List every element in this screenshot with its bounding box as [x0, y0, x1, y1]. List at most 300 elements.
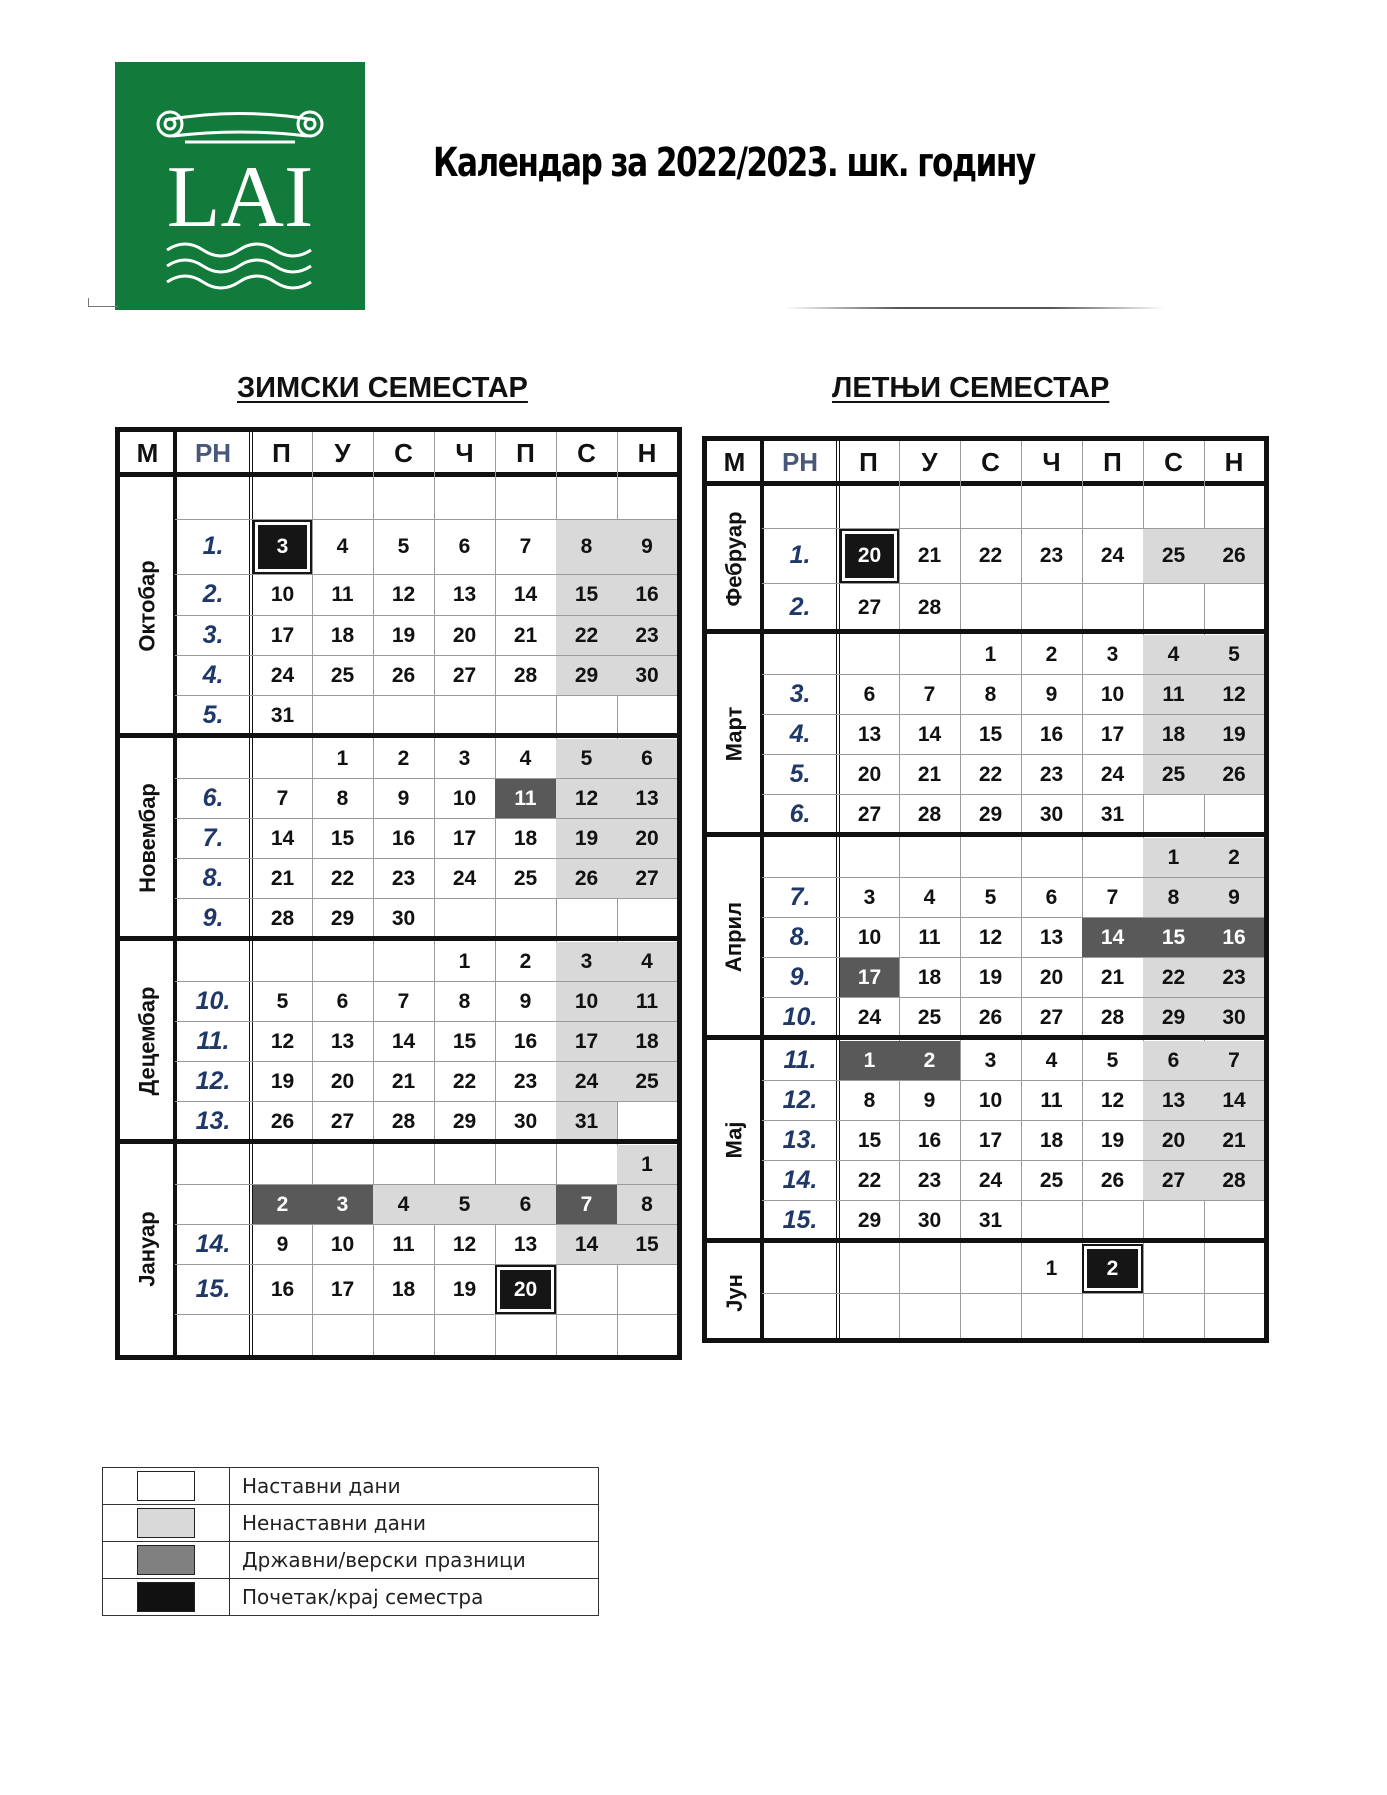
day-cell: 29 — [978, 802, 1003, 826]
day-cell: 16 — [617, 575, 677, 615]
day-cell: 18 — [1039, 1128, 1064, 1152]
week-number: 6. — [789, 799, 811, 828]
day-cell: 5 — [276, 989, 289, 1013]
day-cell: 4 — [617, 942, 677, 981]
header-day: Н — [637, 438, 657, 468]
day-cell: 14 — [1082, 918, 1143, 957]
day-cell: 13 — [617, 779, 677, 818]
legend-label: Наставни дани — [230, 1468, 599, 1505]
day-cell: 26 — [1100, 1168, 1125, 1192]
header-day: У — [334, 438, 351, 468]
week-number — [175, 477, 251, 519]
day-cell: 7 — [397, 989, 410, 1013]
day-cell: 7 — [556, 1185, 617, 1224]
day-cell: 7 — [1204, 1041, 1264, 1080]
day-cell: 12 — [391, 583, 416, 606]
day-cell: 7 — [519, 535, 532, 558]
day-cell: 24 — [1100, 762, 1125, 786]
month-label — [707, 1040, 762, 1240]
day-cell: 11 — [495, 779, 556, 818]
week-number: 11. — [783, 1045, 817, 1074]
day-cell: 25 — [1143, 755, 1204, 794]
day-cell: 3 — [984, 1048, 997, 1072]
day-cell: 27 — [857, 802, 882, 826]
month-label — [707, 837, 762, 1037]
day-cell: 15 — [1143, 918, 1204, 957]
header-day: Ч — [1042, 447, 1061, 477]
day-cell: 26 — [1204, 755, 1264, 794]
day-cell: 14 — [1204, 1081, 1264, 1120]
day-number: 20 — [845, 534, 894, 578]
day-cell: 5 — [556, 739, 617, 778]
day-cell: 27 — [617, 859, 677, 898]
week-number: 5. — [789, 759, 811, 788]
header-week-number: РН — [781, 447, 819, 477]
header-day: Н — [1224, 447, 1244, 477]
day-cell: 8 — [556, 520, 617, 574]
day-cell: 30 — [917, 1208, 942, 1232]
header-day: С — [1164, 447, 1183, 477]
day-cell: 3 — [1106, 642, 1119, 666]
week-number — [762, 634, 838, 674]
week-number: 11. — [196, 1026, 230, 1055]
day-cell: 19 — [556, 819, 617, 858]
day-cell: 10 — [270, 583, 295, 606]
day-cell: 21 — [1204, 1121, 1264, 1160]
day-cell: 4 — [336, 535, 349, 558]
day-cell: 13 — [1039, 925, 1064, 949]
week-number: 4. — [789, 719, 811, 748]
day-cell: 15 — [617, 1225, 677, 1264]
summer-semester-title: ЛЕТЊИ СЕМЕСТАР — [832, 372, 1110, 404]
day-cell: 4 — [519, 746, 532, 770]
day-cell: 2 — [397, 746, 410, 770]
week-number: 9. — [202, 903, 224, 932]
day-cell: 30 — [1039, 802, 1064, 826]
header-day: П — [1103, 447, 1122, 477]
day-cell: 17 — [270, 623, 295, 647]
day-cell: 13 — [1143, 1081, 1204, 1120]
day-cell: 2 — [519, 949, 532, 973]
day-cell: 12 — [556, 779, 617, 818]
header-day: П — [859, 447, 878, 477]
day-cell: 19 — [391, 623, 416, 647]
day-cell: 6 — [1143, 1041, 1204, 1080]
day-cell: 22 — [1143, 958, 1204, 997]
day-cell: 23 — [1204, 958, 1264, 997]
day-cell: 1 — [984, 642, 997, 666]
week-number — [175, 941, 251, 981]
legend-swatch — [137, 1545, 195, 1575]
day-cell: 28 — [1204, 1161, 1264, 1200]
day-cell: 19 — [978, 965, 1003, 989]
logo-text: LAI — [166, 149, 314, 246]
day-cell: 23 — [917, 1168, 942, 1192]
day-cell: 8 — [617, 1185, 677, 1224]
day-number: 3 — [258, 525, 307, 569]
day-cell: 1 — [1143, 838, 1204, 877]
day-cell: 4 — [923, 885, 936, 909]
week-number: 12. — [782, 1085, 818, 1114]
calendar-header — [707, 441, 1264, 486]
day-cell: 21 — [391, 1069, 416, 1093]
month-name: Јун — [721, 1274, 747, 1312]
day-cell: 15 — [978, 722, 1003, 746]
day-cell: 13 — [857, 722, 882, 746]
header-day: П — [272, 438, 291, 468]
day-cell: 5 — [984, 885, 997, 909]
week-number: 4. — [202, 660, 224, 689]
day-cell: 20 — [330, 1069, 355, 1093]
day-cell: 23 — [617, 616, 677, 655]
legend — [102, 1467, 599, 1616]
day-cell: 26 — [391, 663, 416, 687]
legend-swatch-cell — [103, 1505, 230, 1542]
day-cell: 1 — [840, 1041, 899, 1080]
day-cell: 4 — [1045, 1048, 1058, 1072]
week-number: 5. — [202, 700, 224, 729]
day-cell: 28 — [391, 1109, 416, 1133]
day-cell: 15 — [452, 1029, 477, 1053]
day-cell: 26 — [556, 859, 617, 898]
day-cell: 12 — [270, 1029, 295, 1053]
week-number — [762, 1243, 838, 1293]
week-number: 14. — [195, 1229, 231, 1258]
week-number: 2. — [202, 580, 224, 608]
day-cell: 24 — [978, 1168, 1003, 1192]
day-cell: 1 — [617, 1145, 677, 1184]
day-cell: 3 — [312, 1185, 373, 1224]
day-cell: 29 — [556, 656, 617, 695]
day-cell: 7 — [1106, 885, 1119, 909]
day-cell: 3 — [458, 746, 471, 770]
day-cell: 10 — [330, 1232, 355, 1256]
day-cell: 25 — [513, 866, 538, 890]
day-cell: 26 — [270, 1109, 295, 1133]
day-cell: 9 — [519, 989, 532, 1013]
day-cell: 17 — [1100, 722, 1125, 746]
week-number: 13. — [195, 1106, 231, 1135]
day-cell: 20 — [857, 762, 882, 786]
day-cell: 11 — [1040, 1088, 1063, 1112]
day-cell — [840, 529, 899, 583]
logo — [115, 62, 365, 310]
day-cell: 31 — [978, 1208, 1003, 1232]
month-name: Фебруар — [721, 510, 747, 607]
day-cell: 17 — [556, 1022, 617, 1061]
day-cell: 21 — [270, 866, 295, 890]
day-cell: 22 — [330, 866, 355, 890]
day-number: 20 — [500, 1270, 551, 1309]
day-cell: 8 — [863, 1088, 876, 1112]
day-cell: 27 — [1039, 1005, 1064, 1029]
day-cell: 18 — [330, 623, 355, 647]
day-cell: 8 — [336, 786, 349, 810]
day-cell: 29 — [330, 906, 355, 930]
day-cell: 24 — [270, 663, 295, 687]
day-cell: 14 — [391, 1029, 416, 1053]
month-name: Јануар — [134, 1211, 160, 1287]
day-cell: 19 — [452, 1277, 477, 1301]
day-cell: 16 — [917, 1128, 942, 1152]
day-cell: 12 — [452, 1232, 477, 1256]
header-day: С — [981, 447, 1000, 477]
header-day: У — [921, 447, 938, 477]
day-cell: 20 — [452, 623, 477, 647]
day-cell: 5 — [397, 535, 410, 558]
day-cell: 13 — [513, 1232, 538, 1256]
divider — [88, 306, 118, 307]
day-cell: 17 — [330, 1277, 355, 1301]
header-month: М — [136, 438, 159, 468]
day-cell: 25 — [1143, 529, 1204, 583]
week-number: 7. — [789, 882, 811, 911]
day-cell: 24 — [857, 1005, 882, 1029]
day-cell: 25 — [330, 663, 355, 687]
day-cell: 2 — [899, 1041, 960, 1080]
week-number: 13. — [782, 1125, 818, 1154]
day-cell: 31 — [1100, 802, 1125, 826]
legend-row — [103, 1579, 599, 1616]
day-cell: 10 — [857, 925, 882, 949]
week-number — [762, 1293, 838, 1343]
day-cell: 21 — [917, 762, 942, 786]
day-cell: 2 — [1045, 642, 1058, 666]
day-cell: 10 — [1100, 682, 1125, 706]
day-cell: 4 — [1143, 635, 1204, 674]
day-cell: 11 — [918, 925, 941, 949]
day-cell: 27 — [1143, 1161, 1204, 1200]
month-label — [707, 634, 762, 834]
day-cell: 26 — [978, 1005, 1003, 1029]
day-cell: 8 — [458, 989, 471, 1013]
day-cell: 8 — [984, 682, 997, 706]
day-cell: 10 — [556, 982, 617, 1021]
day-cell: 28 — [917, 802, 942, 826]
day-cell: 12 — [978, 925, 1003, 949]
day-cell: 18 — [917, 965, 942, 989]
legend-row — [103, 1505, 599, 1542]
day-cell: 11 — [617, 982, 677, 1021]
day-cell: 21 — [513, 623, 538, 647]
day-cell: 5 — [1204, 635, 1264, 674]
month-name: Новембар — [134, 783, 160, 893]
day-cell: 8 — [1143, 878, 1204, 917]
week-number: 3. — [202, 620, 224, 649]
week-number: 1. — [789, 541, 811, 569]
day-cell: 29 — [452, 1109, 477, 1133]
day-cell: 6 — [863, 682, 876, 706]
day-cell: 25 — [1039, 1168, 1064, 1192]
month-label — [707, 1243, 762, 1343]
day-cell: 30 — [391, 906, 416, 930]
legend-swatch-cell — [103, 1542, 230, 1579]
week-number: 2. — [789, 592, 811, 621]
legend-swatch — [137, 1471, 195, 1501]
month-label — [120, 477, 175, 735]
day-cell: 2 — [1204, 838, 1264, 877]
day-cell: 30 — [1204, 998, 1264, 1037]
week-number — [175, 1144, 251, 1184]
week-number — [175, 1314, 251, 1354]
day-number: 2 — [1087, 1249, 1138, 1288]
day-cell: 21 — [917, 544, 942, 567]
month-label — [120, 941, 175, 1141]
calendar-header — [120, 432, 677, 477]
legend-label: Ненаставни дани — [230, 1505, 599, 1542]
day-cell: 16 — [1039, 722, 1064, 746]
header-day: С — [394, 438, 413, 468]
day-cell: 2 — [253, 1185, 312, 1224]
legend-label: Државни/верски празници — [230, 1542, 599, 1579]
day-cell: 23 — [513, 1069, 538, 1093]
header-month: М — [723, 447, 746, 477]
week-number: 6. — [202, 783, 224, 812]
header-day: Ч — [455, 438, 474, 468]
day-cell: 18 — [617, 1022, 677, 1061]
day-cell: 24 — [452, 866, 477, 890]
day-cell: 15 — [330, 826, 355, 850]
week-number — [762, 837, 838, 877]
day-cell: 28 — [513, 663, 538, 687]
day-cell: 12 — [1100, 1088, 1125, 1112]
legend-swatch-cell — [103, 1468, 230, 1505]
day-cell: 21 — [1100, 965, 1125, 989]
header-week-number: РН — [194, 438, 232, 468]
day-cell: 16 — [391, 826, 416, 850]
day-cell: 30 — [513, 1109, 538, 1133]
week-number: 8. — [202, 863, 224, 892]
day-cell: 1 — [1045, 1256, 1058, 1280]
day-cell: 12 — [1204, 675, 1264, 714]
day-cell: 11 — [1143, 675, 1204, 714]
day-cell: 19 — [270, 1069, 295, 1093]
day-cell — [495, 1265, 556, 1314]
week-number: 14. — [782, 1165, 818, 1194]
day-cell: 31 — [556, 1102, 617, 1141]
day-cell: 9 — [276, 1232, 289, 1256]
day-cell: 17 — [978, 1128, 1003, 1152]
day-cell: 5 — [434, 1185, 495, 1224]
divider — [88, 298, 89, 307]
page-title: Календар за 2022/2023. шк. годину — [433, 140, 1035, 186]
month-name: Децембар — [134, 986, 160, 1096]
day-cell: 25 — [617, 1062, 677, 1101]
day-cell: 19 — [1100, 1128, 1125, 1152]
day-cell: 28 — [1100, 1005, 1125, 1029]
day-cell: 16 — [1204, 918, 1264, 957]
week-number — [175, 1184, 251, 1224]
day-cell: 4 — [373, 1185, 434, 1224]
day-cell — [253, 520, 312, 574]
day-cell: 28 — [917, 595, 942, 619]
day-cell: 6 — [336, 989, 349, 1013]
legend-swatch — [137, 1508, 195, 1538]
week-number: 9. — [789, 962, 811, 991]
day-cell: 9 — [617, 520, 677, 574]
week-number: 8. — [789, 922, 811, 951]
day-cell: 3 — [556, 942, 617, 981]
day-cell: 25 — [917, 1005, 942, 1029]
day-cell: 9 — [397, 786, 410, 810]
month-name: Март — [721, 706, 747, 762]
day-cell: 1 — [458, 949, 471, 973]
day-cell: 18 — [391, 1277, 416, 1301]
day-cell: 9 — [1045, 682, 1058, 706]
day-cell: 22 — [857, 1168, 882, 1192]
day-cell: 9 — [923, 1088, 936, 1112]
day-cell: 7 — [276, 786, 289, 810]
month-label — [707, 486, 762, 631]
day-cell: 22 — [556, 616, 617, 655]
day-cell: 14 — [513, 583, 538, 606]
legend-row — [103, 1542, 599, 1579]
day-cell: 22 — [452, 1069, 477, 1093]
day-cell: 10 — [452, 786, 477, 810]
week-number: 3. — [789, 679, 811, 708]
day-cell: 24 — [556, 1062, 617, 1101]
column-capital-icon — [115, 62, 365, 310]
day-cell: 9 — [1204, 878, 1264, 917]
legend-label: Почетак/крај семестра — [230, 1579, 599, 1616]
day-cell: 26 — [1204, 529, 1264, 583]
week-number: 1. — [202, 532, 224, 560]
day-cell: 6 — [1045, 885, 1058, 909]
day-cell: 13 — [330, 1029, 355, 1053]
day-cell: 5 — [1106, 1048, 1119, 1072]
day-cell: 24 — [1100, 544, 1125, 567]
day-cell: 30 — [617, 656, 677, 695]
week-number: 10. — [782, 1002, 818, 1031]
day-cell: 17 — [452, 826, 477, 850]
day-cell: 29 — [857, 1208, 882, 1232]
day-cell: 23 — [1039, 544, 1064, 567]
day-cell: 20 — [1143, 1121, 1204, 1160]
day-cell: 3 — [863, 885, 876, 909]
day-cell: 23 — [391, 866, 416, 890]
summer-calendar — [702, 436, 1269, 1343]
week-number: 7. — [202, 823, 224, 852]
day-cell: 11 — [331, 583, 354, 606]
day-cell: 22 — [978, 762, 1003, 786]
week-number: 10. — [195, 986, 231, 1015]
day-cell: 13 — [452, 583, 477, 606]
day-cell: 27 — [857, 595, 882, 619]
day-cell: 20 — [1039, 965, 1064, 989]
day-cell: 15 — [556, 575, 617, 615]
day-cell: 19 — [1204, 715, 1264, 754]
day-cell: 6 — [495, 1185, 556, 1224]
day-cell: 6 — [617, 739, 677, 778]
week-number: 12. — [195, 1066, 231, 1095]
day-cell: 22 — [978, 544, 1003, 567]
title-divider — [785, 307, 1165, 309]
day-cell: 18 — [1143, 715, 1204, 754]
month-name: Октобар — [134, 560, 160, 652]
month-label — [120, 738, 175, 938]
day-cell: 16 — [513, 1029, 538, 1053]
month-name: Април — [721, 901, 747, 973]
day-cell: 11 — [392, 1232, 415, 1256]
month-name: Мај — [721, 1121, 747, 1159]
day-cell: 17 — [840, 958, 899, 997]
day-cell — [1082, 1244, 1143, 1293]
winter-semester-title: ЗИМСКИ СЕМЕСТАР — [237, 372, 528, 404]
legend-swatch-cell — [103, 1579, 230, 1616]
day-cell: 15 — [857, 1128, 882, 1152]
day-cell: 14 — [917, 722, 942, 746]
week-number: 15. — [782, 1205, 818, 1234]
